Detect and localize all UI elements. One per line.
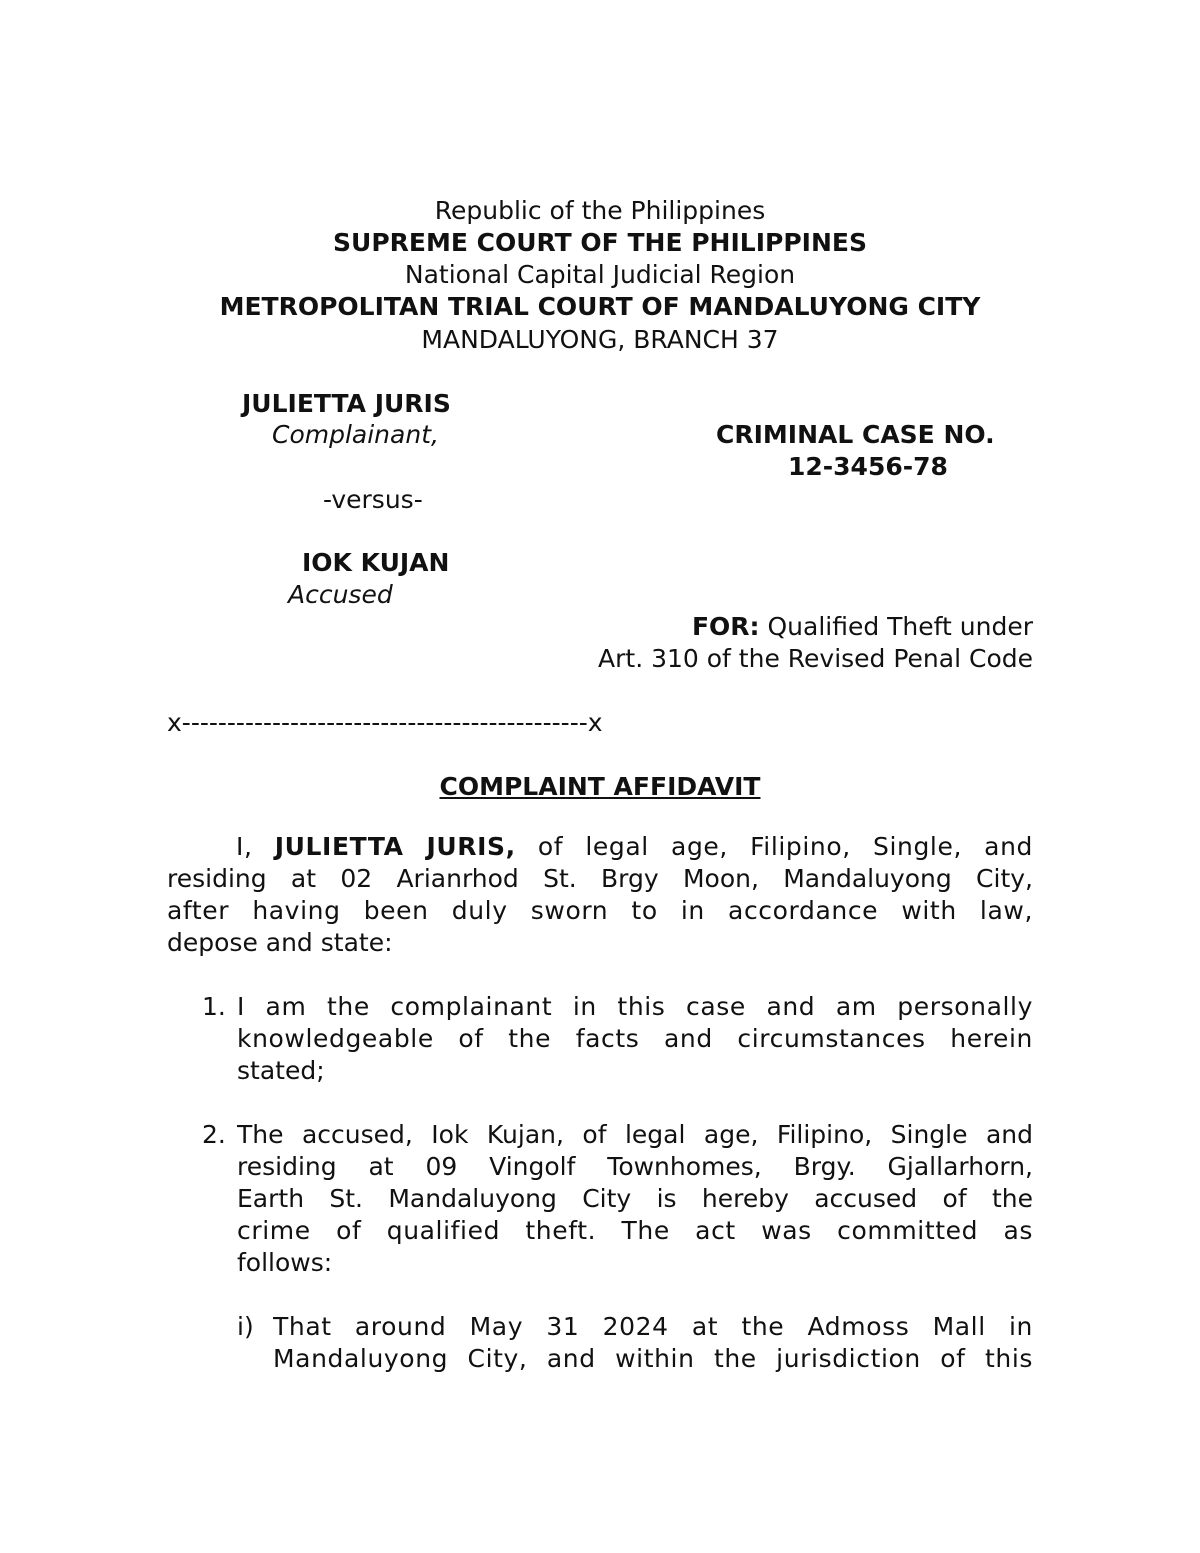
intro-pre: I, — [236, 832, 253, 861]
complainant-role: Complainant, — [272, 420, 439, 449]
sub-item-line: Mandaluyong City, and within the jurisdiction of this — [273, 1344, 1033, 1373]
for-label: FOR: — [691, 612, 760, 641]
intro-name: JULIETTA JURIS, — [274, 832, 516, 861]
list-item-line: follows: — [237, 1248, 333, 1277]
intro-line-1 — [236, 832, 1033, 862]
header-branch: MANDALUYONG, BRANCH 37 — [421, 325, 779, 354]
list-item-line: stated; — [237, 1056, 325, 1085]
intro-line-2: residing at 02 Arianrhod St. Brgy Moon, Mandaluyong City, — [167, 864, 1033, 893]
versus-label: -versus- — [323, 485, 423, 514]
list-item-marker: 2. — [202, 1120, 226, 1149]
list-item-line: knowledgeable of the facts and circumstances herein — [237, 1024, 1033, 1053]
list-item-line: residing at 09 Vingolf Townhomes, Brgy. Gjallarhorn, — [237, 1152, 1033, 1181]
complainant-name: JULIETTA JURIS — [242, 389, 451, 418]
list-item-line: crime of qualified theft. The act was committed as — [237, 1216, 1033, 1245]
list-item-line: Earth St. Mandaluyong City is hereby accused of the — [237, 1184, 1033, 1213]
document-title: COMPLAINT AFFIDAVIT — [439, 772, 761, 801]
case-number: 12-3456-78 — [788, 452, 948, 481]
sub-item-marker: i) — [237, 1312, 254, 1341]
list-item-marker: 1. — [202, 992, 226, 1021]
header-republic: Republic of the Philippines — [434, 196, 766, 225]
for-text: Qualified Theft under — [767, 612, 1033, 641]
list-item-line: I am the complainant in this case and am personally — [237, 992, 1033, 1021]
intro-line1-rest: of legal age, Filipino, Single, and — [537, 832, 1033, 861]
accused-role: Accused — [288, 580, 393, 609]
header-supreme-court: SUPREME COURT OF THE PHILIPPINES — [333, 228, 867, 257]
list-item-line: The accused, Iok Kujan, of legal age, Filipino, Single and — [237, 1120, 1033, 1149]
intro-line-3: after having been duly sworn to in accordance with law, — [167, 896, 1033, 925]
case-offense — [692, 612, 1033, 641]
sub-item-line: That around May 31 2024 at the Admoss Mall in — [273, 1312, 1033, 1341]
accused-name: IOK KUJAN — [302, 548, 450, 577]
caption-separator: x---------------------------------------------x — [167, 708, 603, 737]
header-trial-court: METROPOLITAN TRIAL COURT OF MANDALUYONG CITY — [219, 292, 981, 321]
header-region: National Capital Judicial Region — [404, 260, 796, 289]
intro-line-4: depose and state: — [167, 928, 393, 957]
case-offense-article: Art. 310 of the Revised Penal Code — [598, 644, 1033, 673]
case-label: CRIMINAL CASE NO. — [716, 420, 995, 449]
